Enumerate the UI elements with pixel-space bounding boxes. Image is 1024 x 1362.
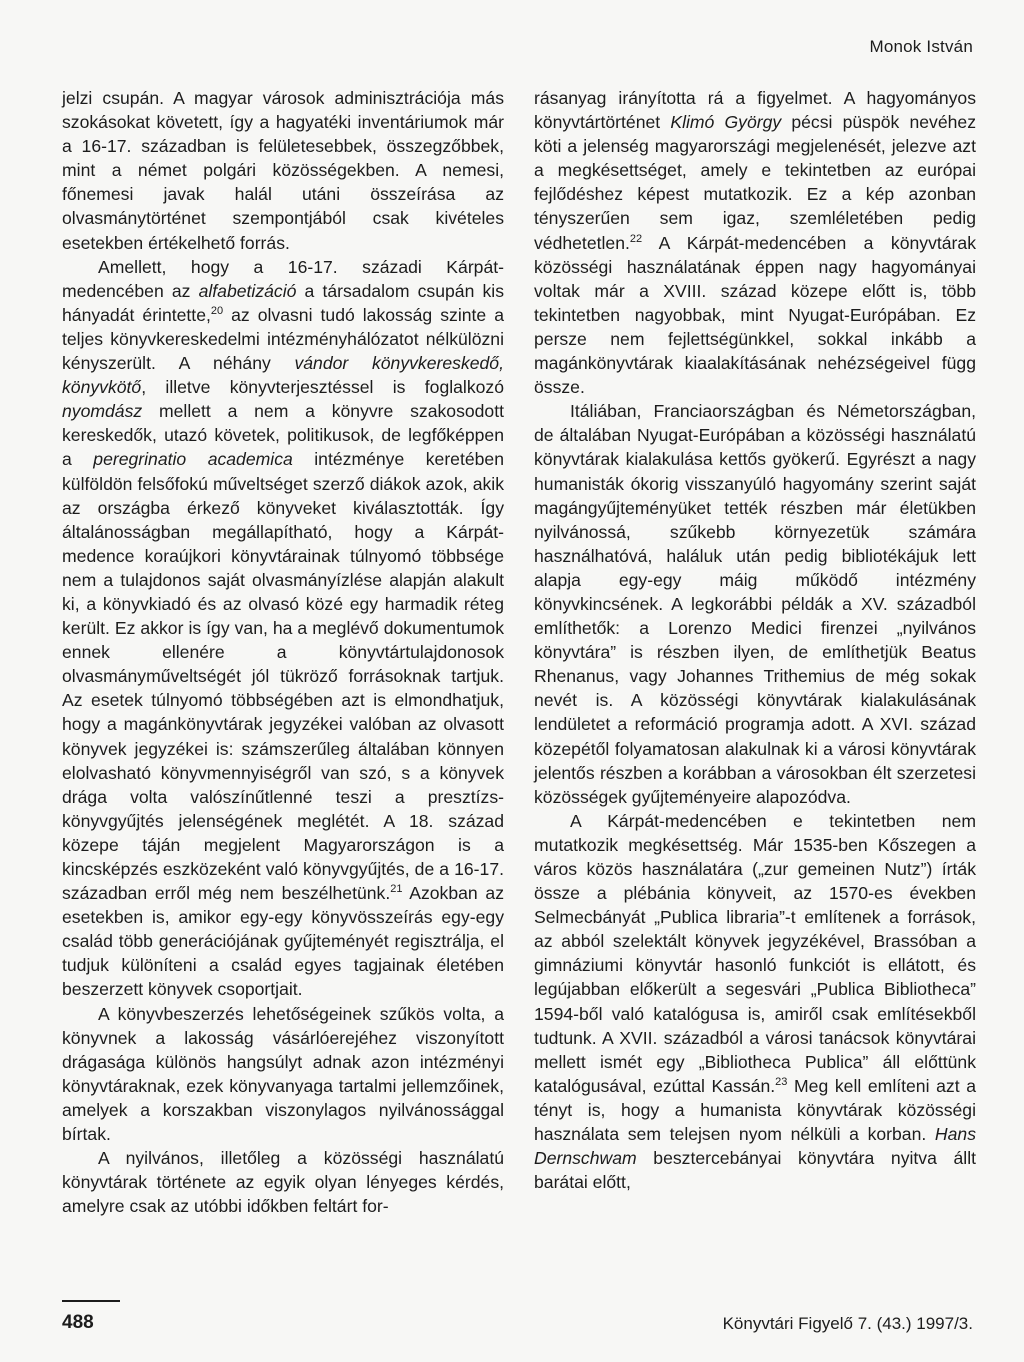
italic-term: peregrinatio academica [93, 449, 293, 470]
text-run: A könyvbeszerzés lehetőségeinek szűkös volta, a könyvnek a lakosság vásárlóerejéhez viszonyított drágasága különös hangsúlyt adnak azon intézményi könyvtáraknak, ezek könyvanyaga tartalmi jellemzőinek, amelyek a korszakban viszonylagos nyilvánossággal bírtak. [62, 1003, 504, 1145]
text-run: Azokban az esetekben is, amikor egy-egy könyvösszeírás egy-egy család több generációjának gyűjteményét regisztrálja, el tudjuk különíteni a család egyes tagjainak életében beszerzett könyvek csoportjait. [62, 883, 504, 1000]
text-run: intézménye keretében külföldön felsőfokú műveltséget szerző diákok azok, akik az országba érkező könyveket kiválasztották. Így általánosságban megállapítható, hogy a Kárpát-medence koraújkori könyvtárainak túlnyomó többsége nem a tulajdonos saját olvasmányízlése alapján alakult ki, a könyvkiadó és az olvasó közé egy harmadik réteg került. Ez akkor is így van, ha a meglévő dokumentumok ennek ellenére a könyvtártulajdonosok olvasmányműveltségét jól tükröző forrásoknak tartjuk. Az esetek túlnyomó többségében azt is elmondhatjuk, hogy a magánkönyvtárak jegyzékei valóban az olvasott könyvek jegyzékei is: számszerűleg általában könnyen elolvasható könyvmennyiségről van szó, s a könyvek drága volta valószínűtlenné teszi a presztízs-könyvgyűjtés jelenségének meglétét. A 18. század közepe táján megjelent Magyarországon is a kincsképzés eszközeként való könyvgyűjtés, de a 16-17. században erről még nem beszélhetünk. [62, 449, 504, 904]
journal-citation: Könyvtári Figyelő 7. (43.) 1997/3. [722, 1314, 973, 1333]
text-run: rásanyag irányította rá a figyelmet. A hagyományos könyvtártörténet [534, 88, 976, 133]
text-run: A nyilvános, illetőleg a közösségi használatú könyvtárak története az egyik olyan lényeges kérdés, amelyre csak az utóbbi időkben feltárt for- [62, 1148, 504, 1217]
italic-term: alfabetizáció [198, 280, 297, 301]
footnote-ref: 20 [210, 304, 224, 317]
right-paragraph-2 [534, 399, 976, 809]
text-run: Amellett, hogy a 16-17. századi Kárpát-medencében az [62, 256, 504, 301]
footnote-ref: 21 [390, 883, 403, 896]
italic-term: nyomdász [62, 401, 143, 422]
footer-rule [62, 1300, 120, 1302]
right-column [534, 86, 976, 1194]
left-column [62, 86, 504, 1218]
footnote-ref: 22 [629, 232, 643, 245]
footnote-ref: 23 [775, 1075, 788, 1088]
text-run: , illetve könyvterjesztéssel is foglalkozó [141, 377, 504, 398]
right-paragraph-3 [534, 809, 976, 1195]
left-paragraph-1 [62, 86, 504, 255]
text-run: az olvasni tudó lakosság szinte a teljes könyvkereskedelmi intézményhálózatot nélkülözni kényszerült. A néhány [62, 304, 504, 374]
left-paragraph-4 [62, 1146, 504, 1218]
left-paragraph-3 [62, 1002, 504, 1147]
text-run: a társadalom csupán kis hányadát érintette, [62, 280, 505, 325]
text-run: Itáliában, Franciaországban és Németországban, de általában Nyugat-Európában a közösségi használatú könyvtárak kialakulása kettős gyökerű. Egyrészt a nagy humanisták ókorig visszanyúló hagyomány szerint saját magángyűjteményüket tették részben már életükben nyilvánossá, szűkebb környezetük számára használhatóvá, haláluk után pedig bibliotékájuk lett alapja egy-egy máig működő intézmény könyvkincsének. A legkorábbi példák a XV. századból említhetők: a Lorenzo Medici firenzei „nyilvános könyvtára” is részben ilyen, de említhetjük Beatus Rhenanus, vagy Johannes Trithemius de még sokak nevét is. A közösségi könyvtárak kialakulásának lendületet a reformáció programja adott. A XVI. század közepétől folyamatosan alakulnak ki a városi könyvtárak jelentős részben a korábban a városokban élt szerzetesi közösségek gyűjteményeire alapozódva. [534, 401, 976, 807]
text-run: Meg kell említeni azt a tényt is, hogy a humanista könyvtárak közösségi használata sem telejsen nyom nélküli a korban. [534, 1075, 976, 1145]
text-run: A Kárpát-medencében e tekintetben nem mutatkozik megkésettség. Már 1535-ben Kőszegen a város közös használatára („zur gemeinen Nutz”) írták össze a plébánia könyveit, az 1570-es években Selmecbányát „Publica libraria”-t említenek a források, az abból szelektált könyvek jegyzékével, Brassóban a gimnáziumi könyvtár hasonló funkciót is ellátott, és legújabban előkerült a segesvári „Publica Bibliotheca” 1594-ből való katalógusa is, amiről csak említésekből tudtunk. A XVII. századból a városi tanácsok könyvtárai mellett ismét egy „Bibliotheca Publica” áll előttünk katalógusával, ezúttal Kassán. [534, 810, 976, 1096]
text-run: mellett a nem a könyvre szakosodott kereskedők, utazó követek, politikusok, de legfőképpen a [62, 401, 504, 470]
text-run: pécsi püspök nevéhez köti a jelenség magyarországi megjelenését, jelezve azt a megkésettséget, amely e tekintetben az európai fejlődéshez képest mutatkozik. Ez a kép azonban tényszerűen sem igaz, szemléletében pedig védhetetlen. [534, 112, 977, 253]
right-paragraph-1 [534, 86, 976, 399]
text-run: besztercebányai könyvtára nyitva állt barátai előtt, [534, 1148, 976, 1193]
text-run: A Kárpát-medencében a könyvtárak közösségi használatának éppen nagy hagyományai voltak már a XVIII. század közepe előtt is, több tekintetben nagyobbak, mint Nyugat-Európában. Ez persze nem fejlettségünkkel, sokkal inkább a magánkönyvtárak kiaalakításának nehézségeivel függ össze. [534, 232, 976, 398]
italic-term: Klimó György [670, 112, 782, 133]
text-run: jelzi csupán. A magyar városok adminisztrációja más szokásokat követett, így a hagyatéki inventáriumok már a 16-17. században is felületesebbek, összegzőbbek, mint a német polgári közösségekben. A nemesi, főnemesi javak halál utáni összeírása az olvasmánytörténet szempontjából csak kivételes esetekben értékelhető forrás. [62, 88, 504, 253]
italic-term: Hans Dernschwam [534, 1124, 976, 1169]
left-paragraph-2 [62, 255, 504, 1002]
italic-term: vándor könyvkereskedő, könyvkötő [62, 353, 504, 398]
page-number: 488 [62, 1312, 94, 1333]
running-header-author: Monok István [869, 37, 973, 56]
